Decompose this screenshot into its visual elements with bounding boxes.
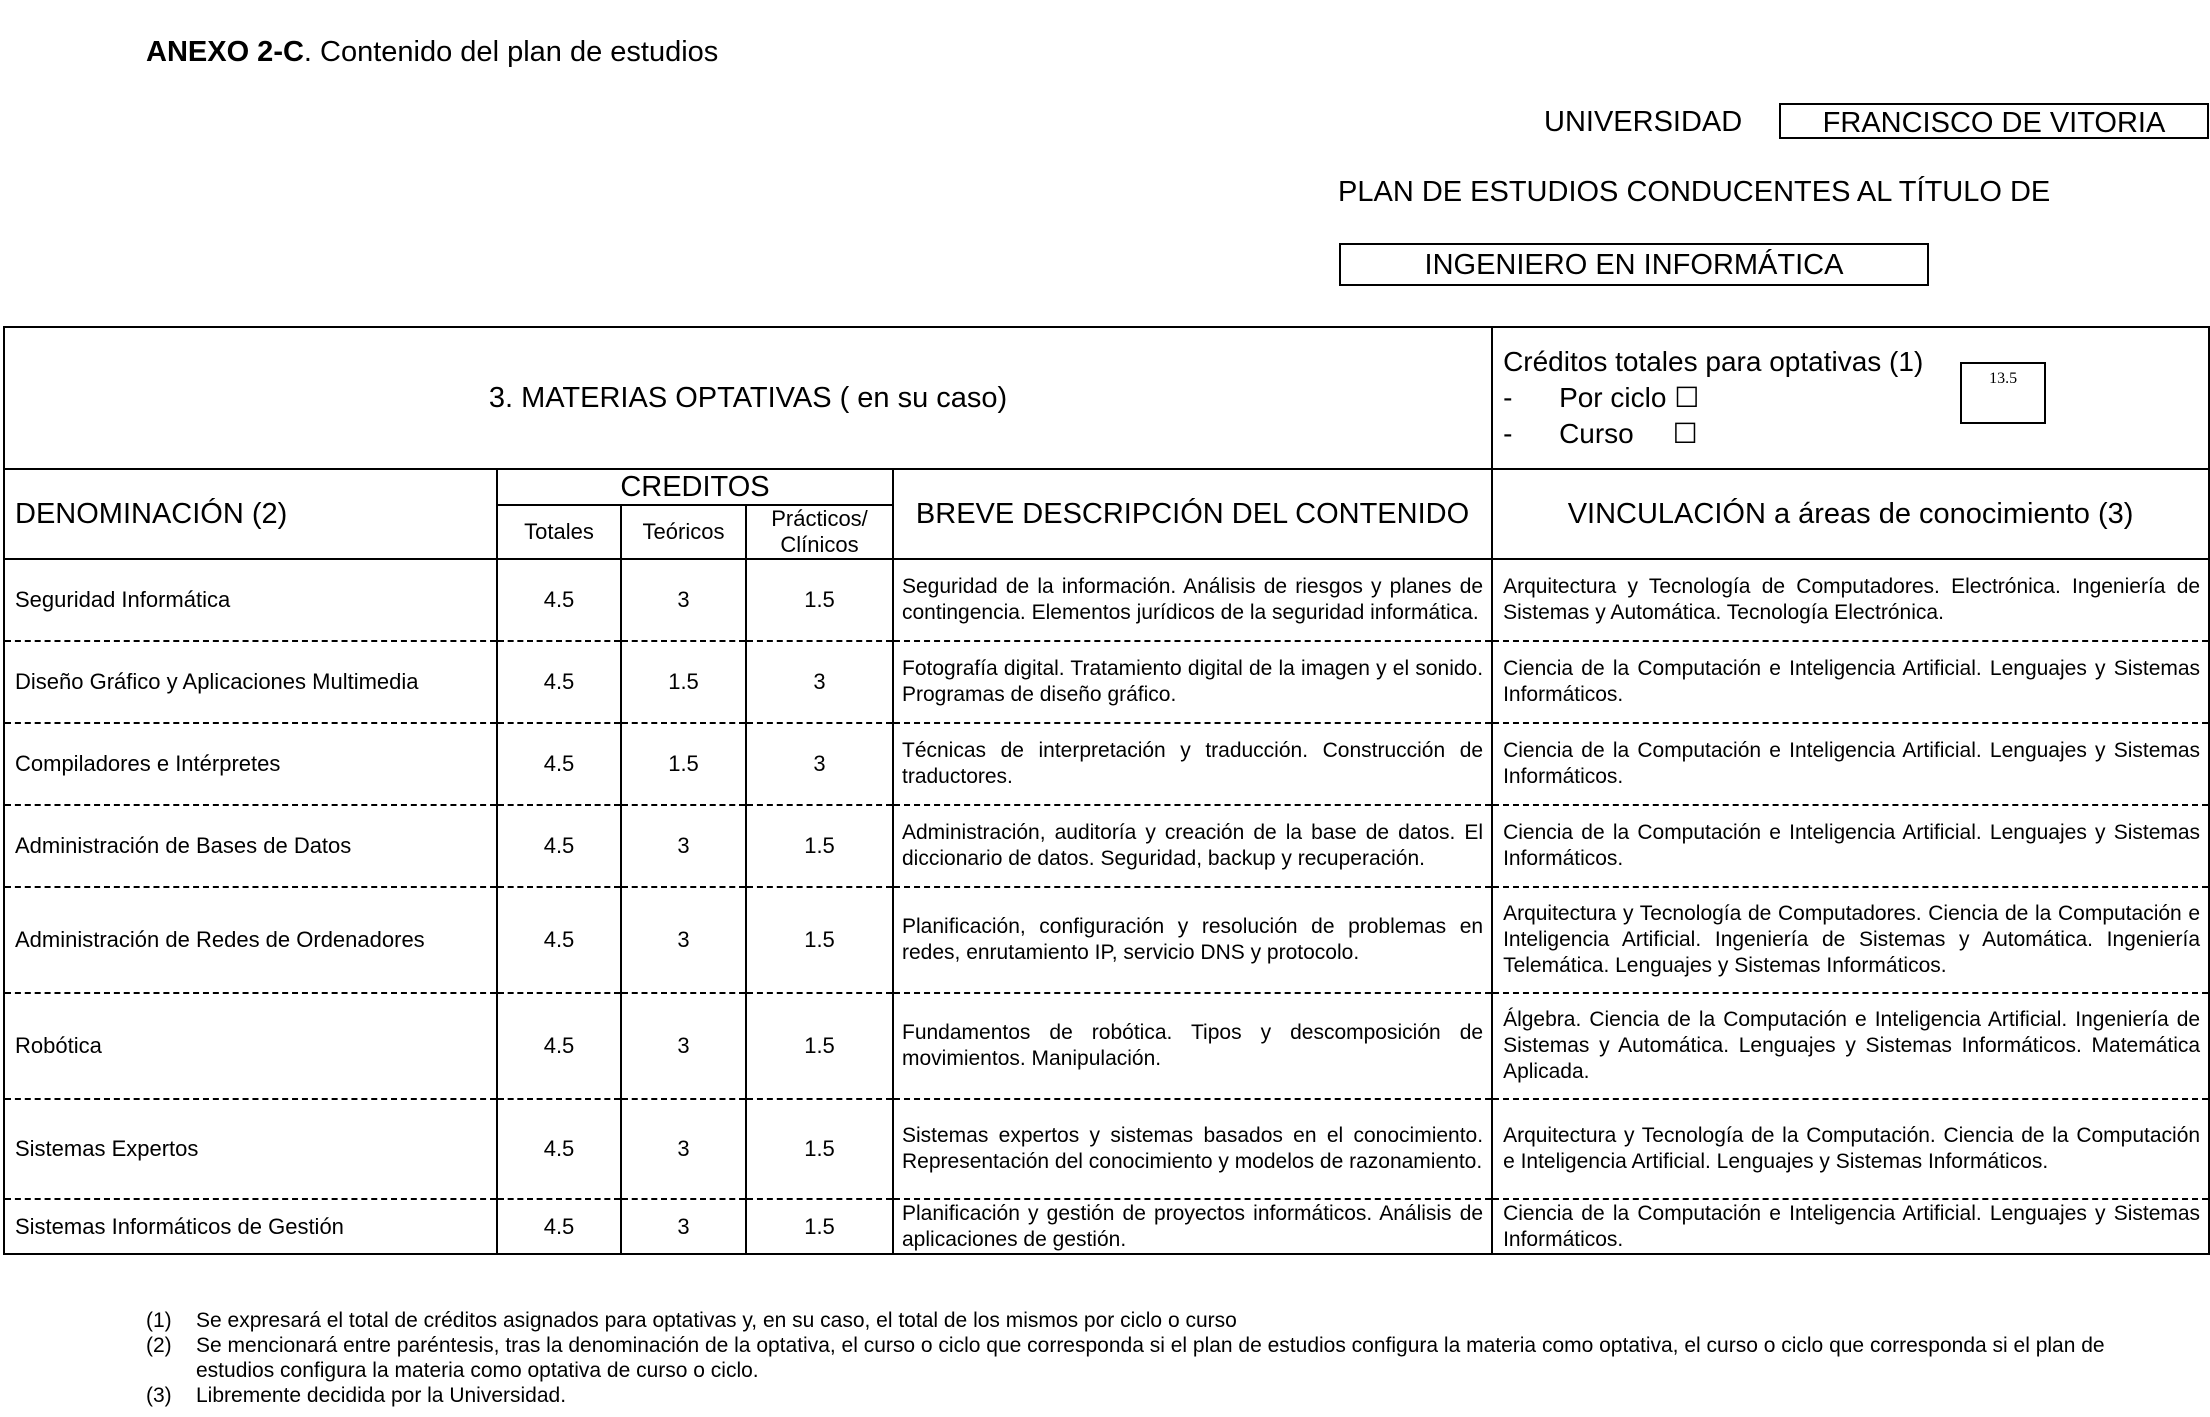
credits-total: 4.5 — [497, 993, 621, 1099]
table-row — [4, 723, 2209, 805]
credits-total: 4.5 — [497, 1099, 621, 1199]
subject-name: Diseño Gráfico y Aplicaciones Multimedia — [4, 641, 497, 723]
per-course-option: - Curso ☐ — [1503, 418, 1698, 449]
credits-total: 4.5 — [497, 559, 621, 641]
total-credits-label: Créditos totales para optativas (1) — [1503, 346, 1924, 377]
credits-theory: 3 — [621, 887, 746, 993]
column-vinculacion: VINCULACIÓN a áreas de conocimiento (3) — [1492, 469, 2209, 559]
footnote — [146, 1383, 2146, 1408]
credits-theory: 1.5 — [621, 641, 746, 723]
footnote-number: (1) — [146, 1309, 172, 1332]
subject-name: Sistemas Expertos — [4, 1099, 497, 1199]
credits-practice: 1.5 — [746, 1099, 893, 1199]
credits-theory: 3 — [621, 1199, 746, 1254]
subject-description: Administración, auditoría y creación de la base de datos. El diccionario de datos. Seguridad, backup y recuperación. — [893, 805, 1492, 887]
plan-heading: PLAN DE ESTUDIOS CONDUCENTES AL TÍTULO DE — [1338, 176, 2051, 208]
subject-description: Seguridad de la información. Análisis de riesgos y planes de contingencia. Elementos jurídicos de la seguridad informática. — [893, 559, 1492, 641]
credits-total: 4.5 — [497, 1199, 621, 1254]
credits-theory: 3 — [621, 1099, 746, 1199]
knowledge-areas: Ciencia de la Computación e Inteligencia Artificial. Lenguajes y Sistemas Informáticos. — [1492, 723, 2209, 805]
credits-theory: 3 — [621, 993, 746, 1099]
footnote-text: Se expresará el total de créditos asignados para optativas y, en su caso, el total de los mismos por ciclo o curso — [196, 1309, 1237, 1332]
knowledge-areas: Arquitectura y Tecnología de Computadores. Electrónica. Ingeniería de Sistemas y Automática. Tecnología Electrónica. — [1492, 559, 2209, 641]
credits-practice: 1.5 — [746, 887, 893, 993]
subject-name: Seguridad Informática — [4, 559, 497, 641]
column-creditos: CREDITOS — [497, 469, 893, 505]
column-teoricos: Teóricos — [621, 505, 746, 559]
table-row — [4, 1099, 2209, 1199]
knowledge-areas: Álgebra. Ciencia de la Computación e Inteligencia Artificial. Ingeniería de Sistemas y Automática. Lenguajes y Sistemas Informáticos. Matemática Aplicada. — [1492, 993, 2209, 1099]
optional-subjects-table — [3, 326, 2210, 1255]
footnote — [146, 1333, 2146, 1383]
per-cycle-option: - Por ciclo ☐ — [1503, 382, 1700, 413]
column-descripcion: BREVE DESCRIPCIÓN DEL CONTENIDO — [893, 469, 1492, 559]
footnote-number: (2) — [146, 1334, 172, 1357]
subject-description: Sistemas expertos y sistemas basados en el conocimiento. Representación del conocimiento y modelos de razonamiento. — [893, 1099, 1492, 1199]
subject-description: Fotografía digital. Tratamiento digital de la imagen y el sonido. Programas de diseño gráfico. — [893, 641, 1492, 723]
credits-practice: 1.5 — [746, 1199, 893, 1254]
footnote-text: Se mencionará entre paréntesis, tras la denominación de la optativa, el curso o ciclo que corresponda si el plan de estudios configura la materia como optativa, el curso o ciclo que corresponda si el plan de estudios configura la materia como optativa de curso o ciclo. — [196, 1334, 2105, 1382]
table-row — [4, 993, 2209, 1099]
column-totales: Totales — [497, 505, 621, 559]
credits-theory: 1.5 — [621, 723, 746, 805]
subject-name: Compiladores e Intérpretes — [4, 723, 497, 805]
credits-practice: 3 — [746, 641, 893, 723]
footnote-number: (3) — [146, 1384, 172, 1407]
table-row — [4, 887, 2209, 993]
subject-description: Planificación, configuración y resolución de problemas en redes, enrutamiento IP, servicio DNS y protocolo. — [893, 887, 1492, 993]
credits-theory: 3 — [621, 805, 746, 887]
knowledge-areas: Ciencia de la Computación e Inteligencia Artificial. Lenguajes y Sistemas Informáticos. — [1492, 805, 2209, 887]
table-row — [4, 641, 2209, 723]
table-row — [4, 559, 2209, 641]
degree-title-box: INGENIERO EN INFORMÁTICA — [1339, 243, 1929, 286]
subject-description: Técnicas de interpretación y traducción. Construcción de traductores. — [893, 723, 1492, 805]
credits-total: 4.5 — [497, 641, 621, 723]
credits-practice: 1.5 — [746, 805, 893, 887]
column-practicos: Prácticos/ Clínicos — [746, 505, 893, 559]
knowledge-areas: Ciencia de la Computación e Inteligencia Artificial. Lenguajes y Sistemas Informáticos. — [1492, 1199, 2209, 1254]
total-credits-value: 13.5 — [1960, 362, 2046, 424]
annex-label: ANEXO 2-C — [146, 36, 304, 68]
credits-theory: 3 — [621, 559, 746, 641]
footnote-text: Libremente decidida por la Universidad. — [196, 1384, 567, 1407]
credits-practice: 1.5 — [746, 993, 893, 1099]
table-row — [4, 805, 2209, 887]
subject-name: Administración de Redes de Ordenadores — [4, 887, 497, 993]
subject-description: Fundamentos de robótica. Tipos y descomposición de movimientos. Manipulación. — [893, 993, 1492, 1099]
annex-heading — [146, 36, 718, 69]
credits-practice: 1.5 — [746, 559, 893, 641]
knowledge-areas: Arquitectura y Tecnología de la Computación. Ciencia de la Computación e Inteligencia Artificial. Lenguajes y Sistemas Informáticos. — [1492, 1099, 2209, 1199]
knowledge-areas: Arquitectura y Tecnología de Computadores. Ciencia de la Computación e Inteligencia Artificial. Ingeniería de Sistemas y Automática. Ingeniería Telemática. Lenguajes y Sistemas Informáticos. — [1492, 887, 2209, 993]
column-denominacion: DENOMINACIÓN (2) — [4, 469, 497, 559]
university-name-box: FRANCISCO DE VITORIA — [1779, 103, 2209, 139]
credits-total: 4.5 — [497, 805, 621, 887]
credits-total: 4.5 — [497, 887, 621, 993]
total-credits-cell — [1492, 327, 2209, 469]
credits-total: 4.5 — [497, 723, 621, 805]
annex-title: . Contenido del plan de estudios — [303, 36, 719, 68]
subject-description: Planificación y gestión de proyectos informáticos. Análisis de aplicaciones de gestión. — [893, 1199, 1492, 1254]
knowledge-areas: Ciencia de la Computación e Inteligencia Artificial. Lenguajes y Sistemas Informáticos. — [1492, 641, 2209, 723]
section-title: 3. MATERIAS OPTATIVAS ( en su caso) — [4, 327, 1492, 469]
subject-name: Robótica — [4, 993, 497, 1099]
subject-name: Sistemas Informáticos de Gestión — [4, 1199, 497, 1254]
subject-name: Administración de Bases de Datos — [4, 805, 497, 887]
university-label: UNIVERSIDAD — [1544, 106, 1743, 138]
table-row — [4, 1199, 2209, 1254]
footnote — [146, 1308, 2146, 1333]
credits-practice: 3 — [746, 723, 893, 805]
footnotes — [146, 1308, 2146, 1408]
